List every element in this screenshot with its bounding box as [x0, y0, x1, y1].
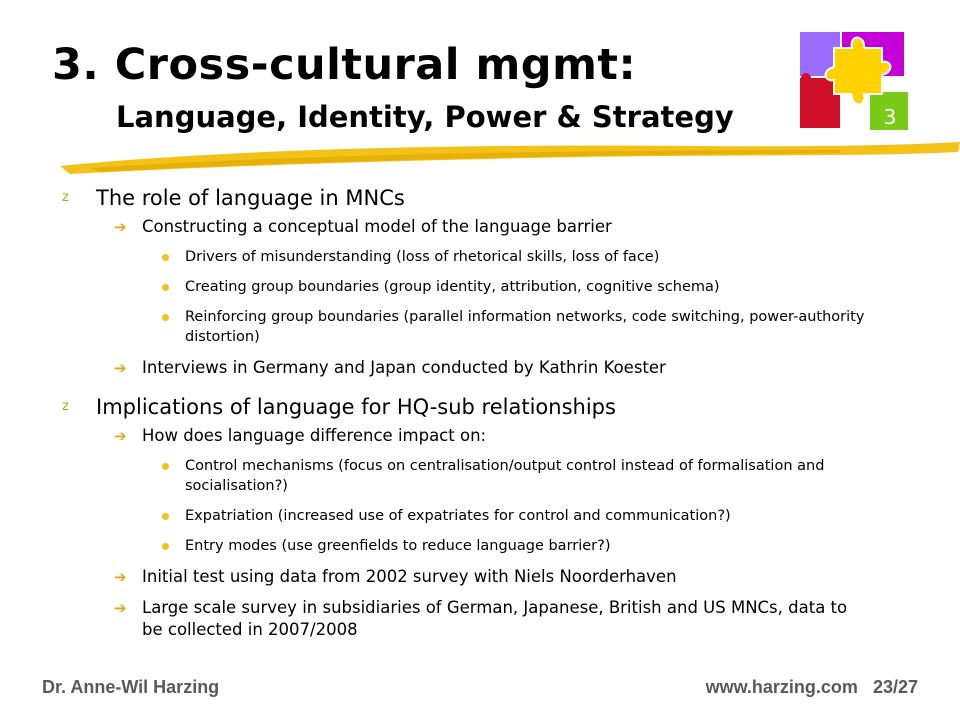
arrow-bullet-icon: ➔ — [114, 568, 127, 586]
arrow-bullet-icon: ➔ — [114, 599, 127, 617]
footer-page-number: 23/27 — [872, 677, 918, 697]
arrow-bullet-icon: ➔ — [114, 218, 127, 236]
slide-subtitle: Language, Identity, Power & Strategy — [116, 100, 734, 134]
z-bullet-icon: z — [62, 190, 69, 205]
bullet-2 — [62, 393, 942, 421]
bullet-1-2-text: Interviews in Germany and Japan conducted by Kathrin Koester — [142, 358, 666, 377]
bullet-1-text: The role of language in MNCs — [96, 186, 405, 210]
z-bullet-icon: z — [62, 399, 69, 414]
dot-bullet-icon — [162, 513, 169, 520]
bullet-1-1-2 — [162, 277, 942, 297]
footer-right — [706, 677, 918, 698]
brush-underline — [60, 128, 960, 178]
bullet-1-1 — [114, 216, 942, 238]
dot-bullet-icon — [162, 254, 169, 261]
bullet-2-1-3-text: Entry modes (use greenfields to reduce language barrier?) — [185, 538, 611, 554]
arrow-bullet-icon: ➔ — [114, 359, 127, 377]
dot-bullet-icon — [162, 284, 169, 291]
footer-author: Dr. Anne-Wil Harzing — [42, 677, 220, 697]
bullet-2-1-3 — [162, 536, 942, 556]
bullet-2-1-2 — [162, 506, 942, 526]
bullet-1-1-1-text: Drivers of misunderstanding (loss of rhetorical skills, loss of face) — [185, 249, 660, 265]
dot-bullet-icon — [162, 314, 169, 321]
bullet-2-1-2-text: Expatriation (increased use of expatriates for control and communication?) — [185, 508, 731, 524]
bullet-1-1-2-text: Creating group boundaries (group identity, attribution, cognitive schema) — [185, 279, 720, 295]
bullet-1-1-text: Constructing a conceptual model of the language barrier — [142, 217, 612, 236]
bullet-1-1-3 — [162, 307, 942, 347]
bullet-1-1-3-text: Reinforcing group boundaries (parallel information networks, code switching, power-authority distortion) — [185, 309, 865, 345]
dot-bullet-icon — [162, 463, 169, 470]
dot-bullet-icon — [162, 543, 169, 550]
puzzle-icon — [800, 32, 908, 130]
bullet-2-1-1 — [162, 456, 942, 496]
badge-number: 3 — [883, 105, 897, 129]
bullet-2-text: Implications of language for HQ-sub relationships — [96, 395, 616, 419]
bullet-2-2-text: Initial test using data from 2002 survey with Niels Noorderhaven — [142, 567, 677, 586]
bullet-2-1-text: How does language difference impact on: — [142, 426, 487, 445]
bullet-2-1-1-text: Control mechanisms (focus on centralisation/output control instead of formalisation and socialisation?) — [185, 458, 825, 494]
bullet-2-1 — [114, 425, 942, 447]
bullet-2-2 — [114, 566, 942, 588]
slide-title: 3. Cross-cultural mgmt: — [52, 40, 637, 90]
bullet-1-1-1 — [162, 247, 942, 267]
arrow-bullet-icon: ➔ — [114, 427, 127, 445]
footer-website[interactable]: www.harzing.com — [705, 677, 858, 697]
bullet-2-3 — [114, 597, 942, 641]
bullet-1-2 — [114, 357, 942, 379]
bullet-2-3-text: Large scale survey in subsidiaries of German, Japanese, British and US MNCs, data to be collected in 2007/2008 — [142, 598, 848, 639]
bullet-1 — [62, 184, 942, 212]
bullet-list — [62, 184, 942, 650]
